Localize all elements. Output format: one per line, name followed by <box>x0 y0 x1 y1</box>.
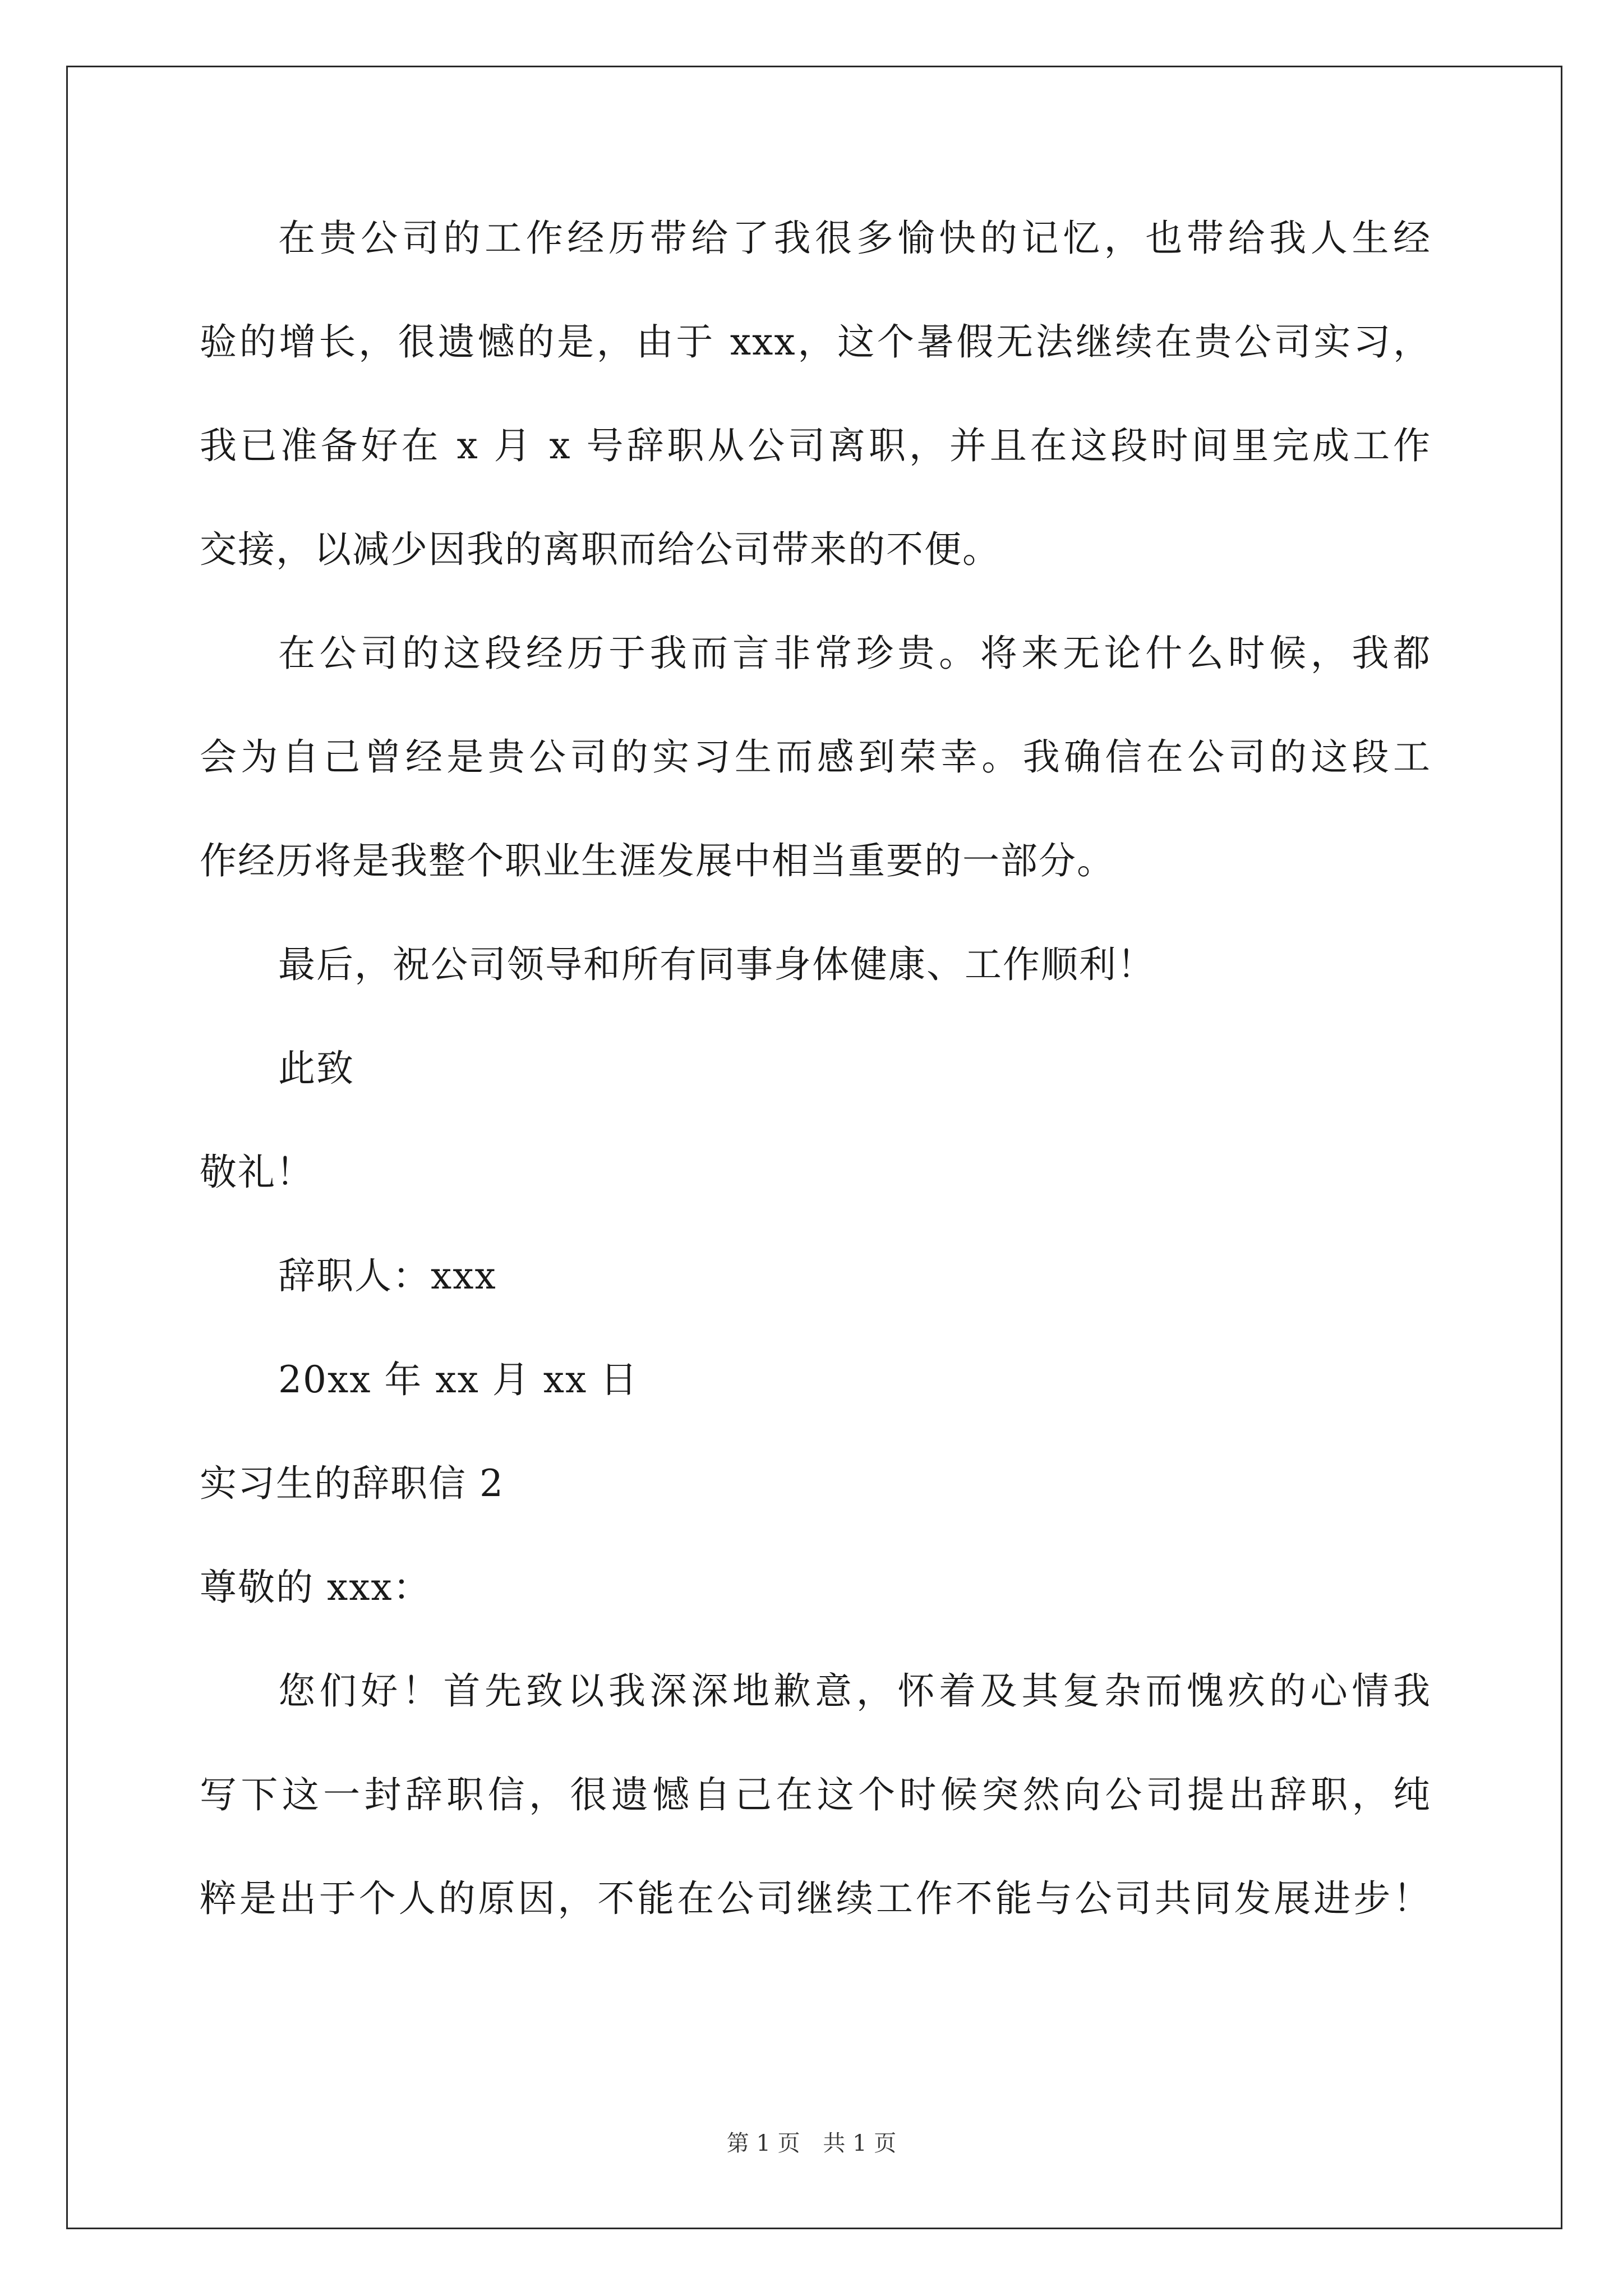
paragraph-1-line-4: 交接，以减少因我的离职而给公司带来的不便。 <box>200 528 1000 571</box>
section-heading-2: 实习生的辞职信 2 <box>200 1462 504 1505</box>
paragraph-4-line-1: 您们好！首先致以我深深地歉意，怀着及其复杂而愧疚的心情我 <box>278 1669 1431 1713</box>
signer-text: 辞职人：xxx <box>278 1254 497 1297</box>
page-footer <box>0 2129 1623 2157</box>
date-text: 20xx 年 xx 月 xx 日 <box>278 1358 639 1401</box>
paragraph-2-line-2: 会为自己曾经是贵公司的实习生而感到荣幸。我确信在公司的这段工 <box>200 735 1431 779</box>
closing-text: 此致 <box>278 1047 354 1090</box>
salute-text: 敬礼！ <box>200 1151 314 1194</box>
paragraph-2-line-1: 在公司的这段经历于我而言非常珍贵。将来无论什么时候，我都 <box>278 632 1431 675</box>
paragraph-3: 最后，祝公司领导和所有同事身体健康、工作顺利！ <box>278 943 1155 986</box>
paragraph-4-line-3: 粹是出于个人的原因，不能在公司继续工作不能与公司共同发展进步！ <box>200 1877 1431 1920</box>
paragraph-4-line-2: 写下这一封辞职信，很遗憾自己在这个时候突然向公司提出辞职，纯 <box>200 1773 1431 1816</box>
paragraph-2-line-3: 作经历将是我整个职业生涯发展中相当重要的一部分。 <box>200 839 1115 882</box>
paragraph-1-line-2: 验的增长，很遗憾的是，由于 xxx，这个暑假无法继续在贵公司实习， <box>200 320 1431 364</box>
page-number: 第 1 页 <box>726 2131 800 2156</box>
paragraph-1-line-3: 我已准备好在 x 月 x 号辞职从公司离职，并且在这段时间里完成工作 <box>200 424 1431 467</box>
greeting-2: 尊敬的 xxx： <box>200 1566 431 1609</box>
paragraph-1-line-1: 在贵公司的工作经历带给了我很多愉快的记忆，也带给我人生经 <box>278 217 1431 260</box>
page-total: 共 1 页 <box>823 2131 897 2156</box>
